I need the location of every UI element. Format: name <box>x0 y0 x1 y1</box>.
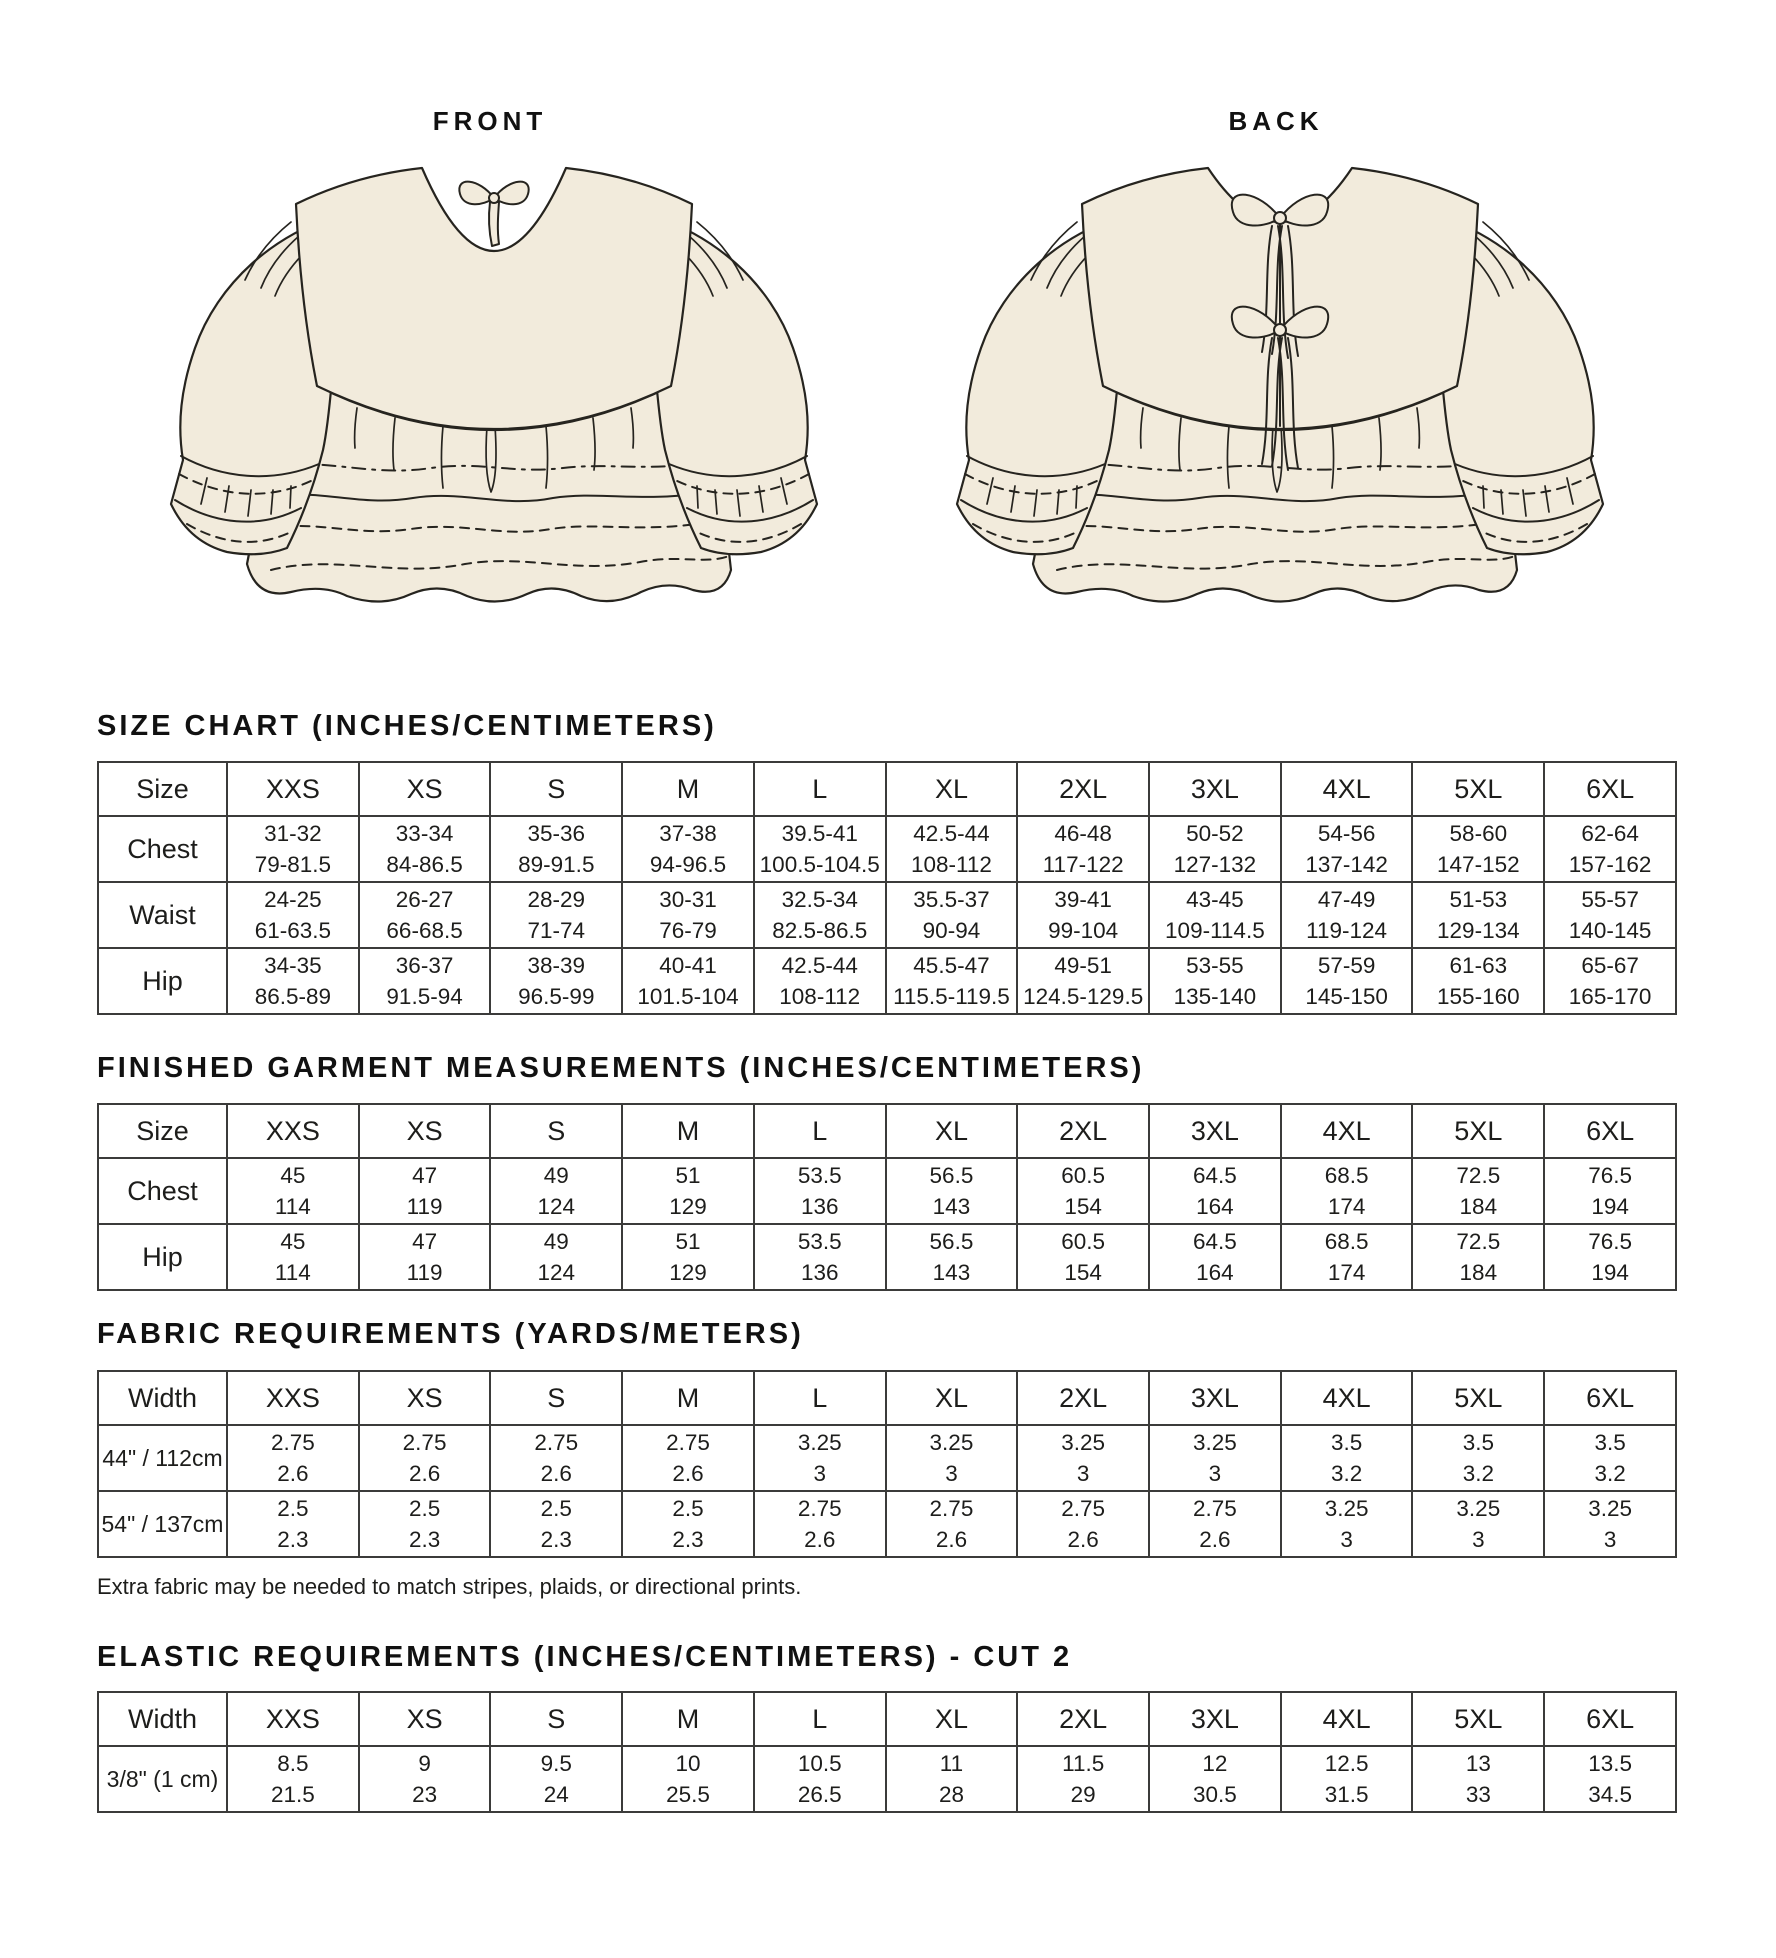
size-header-cell: 6XL <box>1544 1692 1676 1746</box>
table-row <box>98 1425 1676 1491</box>
measurement-cell: 11.5 29 <box>1017 1746 1149 1812</box>
size-header-cell: XXS <box>227 1104 359 1158</box>
elastic-requirements-table <box>97 1691 1677 1813</box>
size-header-cell: 3XL <box>1149 1104 1281 1158</box>
measurement-cell: 53-55 135-140 <box>1149 948 1281 1014</box>
measurement-cell: 24-25 61-63.5 <box>227 882 359 948</box>
measurement-cell: 53.5 136 <box>754 1224 886 1290</box>
measurement-cell: 38-39 96.5-99 <box>490 948 622 1014</box>
corner-header-cell: Width <box>98 1371 227 1425</box>
measurement-cell: 2.75 2.6 <box>1149 1491 1281 1557</box>
measurement-cell: 68.5 174 <box>1281 1224 1413 1290</box>
measurement-cell: 72.5 184 <box>1412 1158 1544 1224</box>
measurement-cell: 47 119 <box>359 1158 491 1224</box>
measurement-cell: 2.75 2.6 <box>754 1491 886 1557</box>
measurement-cell: 31-32 79-81.5 <box>227 816 359 882</box>
garment-illustrations <box>0 148 1776 606</box>
finished-measurements-heading: FINISHED GARMENT MEASUREMENTS (INCHES/CENTIMETERS) <box>97 1052 1145 1084</box>
size-header-cell: 5XL <box>1412 1371 1544 1425</box>
size-header-cell: M <box>622 1371 754 1425</box>
size-header-cell: S <box>490 1371 622 1425</box>
row-label-cell: 44" / 112cm <box>98 1425 227 1491</box>
row-label-cell: Hip <box>98 948 227 1014</box>
measurement-cell: 2.75 2.6 <box>886 1491 1018 1557</box>
measurement-cell: 65-67 165-170 <box>1544 948 1676 1014</box>
measurement-cell: 39-41 99-104 <box>1017 882 1149 948</box>
measurement-cell: 55-57 140-145 <box>1544 882 1676 948</box>
measurement-cell: 64.5 164 <box>1149 1158 1281 1224</box>
corner-header-cell: Width <box>98 1692 227 1746</box>
measurement-cell: 11 28 <box>886 1746 1018 1812</box>
measurement-cell: 2.75 2.6 <box>359 1425 491 1491</box>
size-header-cell: XL <box>886 762 1018 816</box>
size-header-cell: 6XL <box>1544 1371 1676 1425</box>
measurement-cell: 12.5 31.5 <box>1281 1746 1413 1812</box>
back-garment-illustration <box>957 168 1603 602</box>
measurement-cell: 3.5 3.2 <box>1412 1425 1544 1491</box>
size-header-cell: 2XL <box>1017 762 1149 816</box>
measurement-cell: 57-59 145-150 <box>1281 948 1413 1014</box>
measurement-cell: 12 30.5 <box>1149 1746 1281 1812</box>
front-view-label: FRONT <box>432 106 548 136</box>
measurement-cell: 13.5 34.5 <box>1544 1746 1676 1812</box>
size-header-cell: S <box>490 1104 622 1158</box>
measurement-cell: 3.25 3 <box>1149 1425 1281 1491</box>
measurement-cell: 3.25 3 <box>1017 1425 1149 1491</box>
measurement-cell: 58-60 147-152 <box>1412 816 1544 882</box>
measurement-cell: 26-27 66-68.5 <box>359 882 491 948</box>
measurement-cell: 35-36 89-91.5 <box>490 816 622 882</box>
measurement-cell: 3.5 3.2 <box>1544 1425 1676 1491</box>
size-header-cell: 3XL <box>1149 1371 1281 1425</box>
row-label-cell: 3/8" (1 cm) <box>98 1746 227 1812</box>
table-row <box>98 882 1676 948</box>
table-row <box>98 1224 1676 1290</box>
measurement-cell: 37-38 94-96.5 <box>622 816 754 882</box>
row-label-cell: 54" / 137cm <box>98 1491 227 1557</box>
size-header-cell: S <box>490 1692 622 1746</box>
measurement-cell: 72.5 184 <box>1412 1224 1544 1290</box>
size-header-cell: XXS <box>227 762 359 816</box>
size-header-cell: XXS <box>227 1371 359 1425</box>
measurement-cell: 2.5 2.3 <box>359 1491 491 1557</box>
measurement-cell: 3.25 3 <box>754 1425 886 1491</box>
table-header-row <box>98 1104 1676 1158</box>
measurement-cell: 43-45 109-114.5 <box>1149 882 1281 948</box>
measurement-cell: 9.5 24 <box>490 1746 622 1812</box>
size-header-cell: 4XL <box>1281 1104 1413 1158</box>
measurement-cell: 30-31 76-79 <box>622 882 754 948</box>
size-header-cell: XS <box>359 1692 491 1746</box>
measurement-cell: 49 124 <box>490 1224 622 1290</box>
measurement-cell: 28-29 71-74 <box>490 882 622 948</box>
measurement-cell: 3.25 3 <box>886 1425 1018 1491</box>
measurement-cell: 56.5 143 <box>886 1158 1018 1224</box>
table-row <box>98 1158 1676 1224</box>
measurement-cell: 2.75 2.6 <box>1017 1491 1149 1557</box>
table-header-row <box>98 1371 1676 1425</box>
measurement-cell: 60.5 154 <box>1017 1224 1149 1290</box>
size-header-cell: 4XL <box>1281 1692 1413 1746</box>
measurement-cell: 68.5 174 <box>1281 1158 1413 1224</box>
size-header-cell: 2XL <box>1017 1692 1149 1746</box>
size-header-cell: 6XL <box>1544 762 1676 816</box>
size-header-cell: L <box>754 1692 886 1746</box>
size-header-cell: XS <box>359 1371 491 1425</box>
size-header-cell: 2XL <box>1017 1104 1149 1158</box>
size-header-cell: 5XL <box>1412 1104 1544 1158</box>
measurement-cell: 2.5 2.3 <box>490 1491 622 1557</box>
size-header-cell: 4XL <box>1281 762 1413 816</box>
front-neck-bow-icon <box>459 182 528 246</box>
measurement-cell: 35.5-37 90-94 <box>886 882 1018 948</box>
measurement-cell: 2.5 2.3 <box>227 1491 359 1557</box>
measurement-cell: 42.5-44 108-112 <box>754 948 886 1014</box>
measurement-cell: 9 23 <box>359 1746 491 1812</box>
finished-measurements-table <box>97 1103 1677 1291</box>
measurement-cell: 54-56 137-142 <box>1281 816 1413 882</box>
table-row <box>98 1491 1676 1557</box>
measurement-cell: 2.5 2.3 <box>622 1491 754 1557</box>
measurement-cell: 3.25 3 <box>1281 1491 1413 1557</box>
measurement-cell: 2.75 2.6 <box>490 1425 622 1491</box>
size-header-cell: M <box>622 1104 754 1158</box>
measurement-cell: 76.5 194 <box>1544 1224 1676 1290</box>
measurement-cell: 34-35 86.5-89 <box>227 948 359 1014</box>
fabric-requirements-table <box>97 1370 1677 1558</box>
measurement-cell: 45 114 <box>227 1224 359 1290</box>
size-header-cell: XS <box>359 762 491 816</box>
size-header-cell: 6XL <box>1544 1104 1676 1158</box>
measurement-cell: 51 129 <box>622 1224 754 1290</box>
table-header-row <box>98 1692 1676 1746</box>
size-header-cell: S <box>490 762 622 816</box>
front-garment-illustration <box>171 168 817 602</box>
measurement-cell: 60.5 154 <box>1017 1158 1149 1224</box>
measurement-cell: 47 119 <box>359 1224 491 1290</box>
measurement-cell: 47-49 119-124 <box>1281 882 1413 948</box>
size-header-cell: 3XL <box>1149 1692 1281 1746</box>
measurement-cell: 3.25 3 <box>1412 1491 1544 1557</box>
measurement-cell: 2.75 2.6 <box>622 1425 754 1491</box>
measurement-cell: 2.75 2.6 <box>227 1425 359 1491</box>
measurement-cell: 10.5 26.5 <box>754 1746 886 1812</box>
measurement-cell: 56.5 143 <box>886 1224 1018 1290</box>
measurement-cell: 45 114 <box>227 1158 359 1224</box>
measurement-cell: 33-34 84-86.5 <box>359 816 491 882</box>
size-chart-heading: SIZE CHART (INCHES/CENTIMETERS) <box>97 710 717 742</box>
measurement-cell: 62-64 157-162 <box>1544 816 1676 882</box>
back-view-label: BACK <box>1228 106 1324 136</box>
row-label-cell: Chest <box>98 816 227 882</box>
size-header-cell: XL <box>886 1692 1018 1746</box>
table-header-row <box>98 762 1676 816</box>
size-header-cell: M <box>622 1692 754 1746</box>
measurement-cell: 40-41 101.5-104 <box>622 948 754 1014</box>
size-header-cell: XXS <box>227 1692 359 1746</box>
measurement-cell: 51-53 129-134 <box>1412 882 1544 948</box>
size-header-cell: XL <box>886 1104 1018 1158</box>
measurement-cell: 39.5-41 100.5-104.5 <box>754 816 886 882</box>
measurement-cell: 3.5 3.2 <box>1281 1425 1413 1491</box>
size-header-cell: 3XL <box>1149 762 1281 816</box>
size-header-cell: 4XL <box>1281 1371 1413 1425</box>
size-header-cell: 5XL <box>1412 762 1544 816</box>
table-row <box>98 948 1676 1014</box>
measurement-cell: 49-51 124.5-129.5 <box>1017 948 1149 1014</box>
table-row <box>98 1746 1676 1812</box>
size-header-cell: XL <box>886 1371 1018 1425</box>
measurement-cell: 45.5-47 115.5-119.5 <box>886 948 1018 1014</box>
measurement-cell: 53.5 136 <box>754 1158 886 1224</box>
size-header-cell: 2XL <box>1017 1371 1149 1425</box>
table-row <box>98 816 1676 882</box>
size-header-cell: 5XL <box>1412 1692 1544 1746</box>
measurement-cell: 3.25 3 <box>1544 1491 1676 1557</box>
measurement-cell: 13 33 <box>1412 1746 1544 1812</box>
row-label-cell: Chest <box>98 1158 227 1224</box>
size-header-cell: M <box>622 762 754 816</box>
measurement-cell: 32.5-34 82.5-86.5 <box>754 882 886 948</box>
fabric-note: Extra fabric may be needed to match stripes, plaids, or directional prints. <box>97 1574 802 1599</box>
measurement-cell: 51 129 <box>622 1158 754 1224</box>
measurement-cell: 76.5 194 <box>1544 1158 1676 1224</box>
measurement-cell: 46-48 117-122 <box>1017 816 1149 882</box>
measurement-cell: 36-37 91.5-94 <box>359 948 491 1014</box>
corner-header-cell: Size <box>98 762 227 816</box>
size-header-cell: L <box>754 1104 886 1158</box>
corner-header-cell: Size <box>98 1104 227 1158</box>
row-label-cell: Hip <box>98 1224 227 1290</box>
size-header-cell: L <box>754 1371 886 1425</box>
measurement-cell: 64.5 164 <box>1149 1224 1281 1290</box>
measurement-cell: 61-63 155-160 <box>1412 948 1544 1014</box>
measurement-cell: 49 124 <box>490 1158 622 1224</box>
row-label-cell: Waist <box>98 882 227 948</box>
fabric-requirements-heading: FABRIC REQUIREMENTS (YARDS/METERS) <box>97 1318 804 1350</box>
measurement-cell: 8.5 21.5 <box>227 1746 359 1812</box>
elastic-requirements-heading: ELASTIC REQUIREMENTS (INCHES/CENTIMETERS) - CUT 2 <box>97 1641 1073 1673</box>
size-header-cell: L <box>754 762 886 816</box>
size-chart-table <box>97 761 1677 1015</box>
measurement-cell: 50-52 127-132 <box>1149 816 1281 882</box>
measurement-cell: 42.5-44 108-112 <box>886 816 1018 882</box>
size-header-cell: XS <box>359 1104 491 1158</box>
measurement-cell: 10 25.5 <box>622 1746 754 1812</box>
